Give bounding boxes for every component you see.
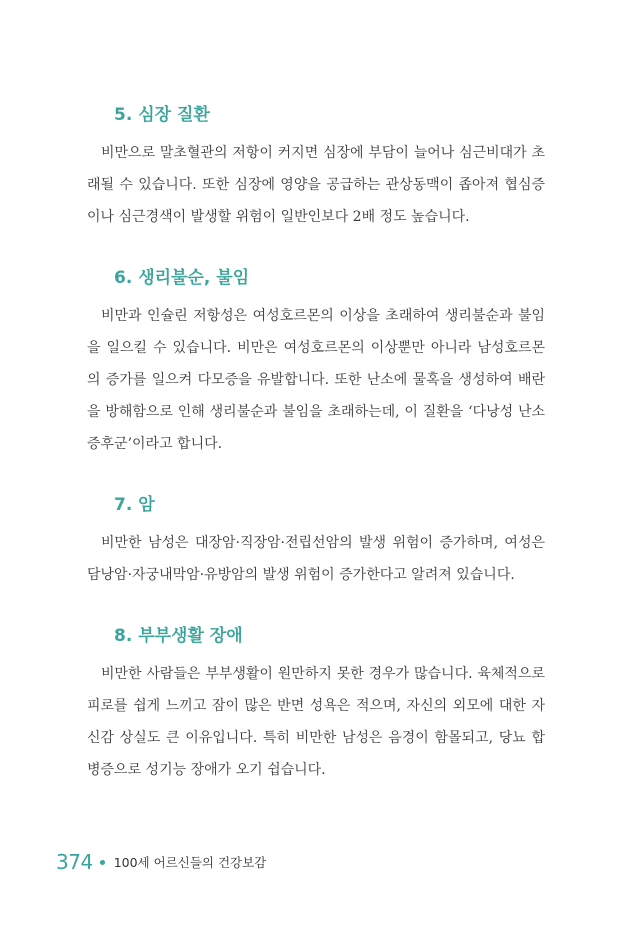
section-heading: 7. 암 — [114, 495, 155, 515]
page-number: 374 — [56, 850, 93, 874]
section-body: 비만한 사람들은 부부생활이 원만하지 못한 경우가 많습니다. 육체적으로 피로를 쉽게 느끼고 잠이 많은 반면 성욕은 적으며, 자신의 외모에 대한 자신감 상실도 큰 이유입니다. 특히 비만한 남성은 음경이 함몰되고, 당뇨 합병증으로 성기능 장애가 오기 쉽습니다. — [87, 666, 545, 778]
section-heart-disease — [87, 103, 545, 233]
section-body: 비만으로 말초혈관의 저항이 커지면 심장에 부담이 늘어나 심근비대가 초래될 수 있습니다. 또한 심장에 영양을 공급하는 관상동맥이 좁아져 협심증이나 심근경색이 발생할 위험이 일반인보다 2배 정도 높습니다. — [87, 145, 545, 225]
bullet-dot-icon — [100, 860, 105, 865]
section-body: 비만한 남성은 대장암·직장암·전립선암의 발생 위험이 증가하며, 여성은 담낭암·자궁내막암·유방암의 발생 위험이 증가한다고 알려져 있습니다. — [87, 535, 545, 583]
page-content — [87, 103, 545, 819]
section-heading: 6. 생리불순, 불임 — [114, 268, 250, 288]
page-footer — [56, 848, 266, 876]
section-menstrual-infertility — [87, 266, 545, 460]
section-body: 비만과 인슐린 저항성은 여성호르몬의 이상을 초래하여 생리불순과 불임을 일으킬 수 있습니다. 비만은 여성호르몬의 이상뿐만 아니라 남성호르몬의 증가를 일으켜 다모증을 유발합니다. 또한 난소에 물혹을 생성하여 배란을 방해함으로 인해 생리불순과 불임을 초래하는데, 이 질환을 ‘다낭성 난소증후군’이라고 합니다. — [87, 308, 545, 452]
book-title: 100세 어르신들의 건강보감 — [113, 855, 267, 870]
section-cancer — [87, 493, 545, 591]
section-heading: 5. 심장 질환 — [114, 105, 210, 125]
section-marital-disorder — [87, 624, 545, 786]
section-heading: 8. 부부생활 장애 — [114, 626, 243, 646]
